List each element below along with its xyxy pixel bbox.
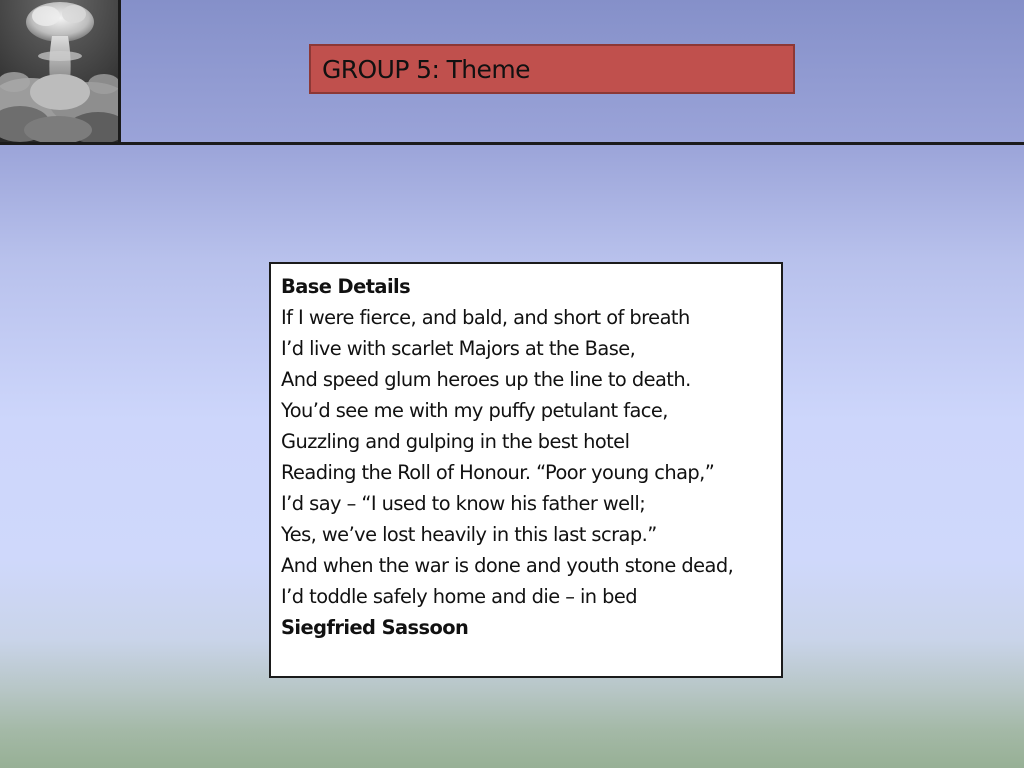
mushroom-cloud-image — [0, 0, 118, 143]
slide-title: GROUP 5: Theme — [322, 54, 530, 84]
poem-line: Guzzling and gulping in the best hotel — [281, 430, 630, 453]
poem-author: Siegfried Sassoon — [281, 616, 469, 639]
poem-line: Reading the Roll of Honour. “Poor young chap,” — [281, 461, 715, 484]
poem-line: You’d see me with my puffy petulant face, — [281, 399, 668, 422]
poem-text-box — [269, 262, 783, 678]
poem-line: I’d toddle safely home and die – in bed — [281, 585, 638, 608]
poem-line: And when the war is done and youth stone dead, — [281, 554, 734, 577]
poem-line: And speed glum heroes up the line to death. — [281, 368, 691, 391]
poem-line: If I were fierce, and bald, and short of breath — [281, 306, 690, 329]
poem-title: Base Details — [281, 275, 411, 298]
header-divider — [0, 142, 1024, 145]
mushroom-cloud-photo — [0, 0, 121, 143]
poem-line: Yes, we’ve lost heavily in this last scrap.” — [281, 523, 657, 546]
poem-line: I’d live with scarlet Majors at the Base, — [281, 337, 636, 360]
slide-title-box — [309, 44, 795, 94]
poem-line: I’d say – “I used to know his father well; — [281, 492, 646, 515]
